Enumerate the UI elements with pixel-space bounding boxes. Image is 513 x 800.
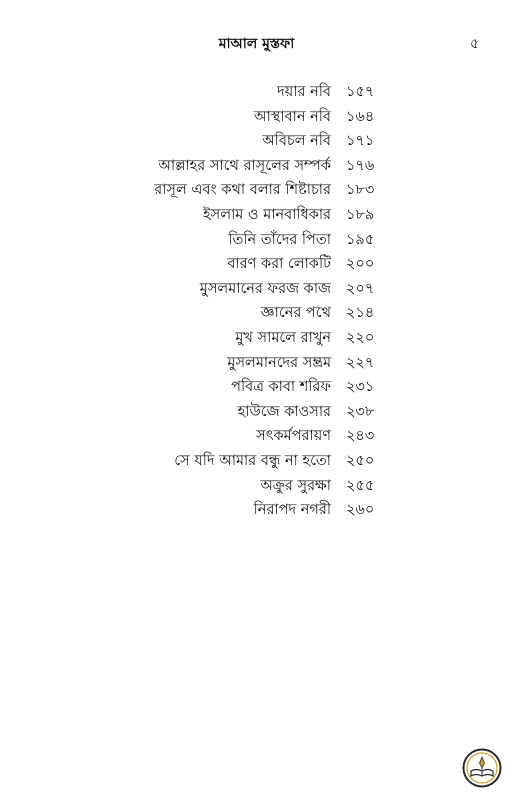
- toc-entry: [0, 472, 513, 497]
- toc-entry-title: রাসূল এবং কথা বলার শিষ্টাচার: [154, 182, 331, 199]
- toc-entry: [0, 250, 513, 275]
- toc-entry: [0, 127, 513, 152]
- toc-entry: [0, 152, 513, 177]
- toc-entry-title: মুসলমানের ফরজ কাজ: [199, 280, 331, 297]
- toc-entry: [0, 299, 513, 324]
- toc-entry-title: হাউজে কাওসার: [237, 403, 331, 420]
- toc-entry: [0, 422, 513, 447]
- toc-entry-title: দয়ার নবি: [277, 84, 331, 100]
- toc-entry-title: মুসলমানদের সম্ভ্রম: [227, 354, 331, 371]
- toc-entry: [0, 324, 513, 349]
- toc-entry-page: ২৩৮: [346, 403, 375, 420]
- toc-entry: [0, 226, 513, 251]
- book-emblem-icon: [462, 748, 502, 788]
- toc-entry-page: ২৫৫: [346, 477, 375, 494]
- toc-entry: [0, 496, 513, 521]
- toc-entry: [0, 349, 513, 374]
- toc-entry-page: ২৫০: [346, 452, 375, 469]
- book-title: মাআল মুস্তফা: [218, 36, 295, 52]
- toc-entry: [0, 103, 513, 128]
- page-number: ৫: [470, 36, 480, 52]
- toc-entry-title: অবিচল নবি: [262, 133, 331, 150]
- toc-entry-title: অক্রুর সুরক্ষা: [260, 477, 331, 494]
- toc-entry-page: ২২৭: [346, 354, 375, 371]
- toc-entry-page: ২০৭: [346, 280, 375, 297]
- toc-entry-title: তিনি তাঁদের পিতা: [228, 231, 331, 248]
- toc-entry-page: ১৬৪: [346, 108, 375, 125]
- toc-entry-title: সৎকর্মপরায়ণ: [256, 428, 331, 445]
- toc-entry: [0, 398, 513, 423]
- running-head: [0, 32, 513, 56]
- toc-entry-title: ইসলাম ও মানবাধিকার: [203, 206, 331, 223]
- toc-entry: [0, 447, 513, 472]
- toc-entry-title: আস্থাবান নবি: [253, 108, 331, 125]
- toc-entry-title: আল্লাহর সাথে রাসূলের সম্পর্ক: [158, 157, 331, 174]
- toc-entry-page: ১৫৭: [346, 84, 375, 100]
- toc-entry-title: নিরাপদ নগরী: [253, 502, 331, 519]
- toc-entry-title: জ্ঞানের পথে: [260, 305, 331, 322]
- toc-entry-page: ২৪৩: [346, 428, 375, 445]
- toc-entry-page: ২৬০: [346, 502, 375, 519]
- table-of-contents: [0, 78, 513, 521]
- toc-entry: [0, 78, 513, 103]
- toc-entry-page: ১৭৬: [346, 157, 375, 174]
- toc-entry-page: ২০০: [346, 256, 375, 273]
- toc-entry-page: ২১৪: [346, 305, 375, 322]
- toc-entry-title: পবিত্র কাবা শরিফ: [231, 379, 331, 396]
- toc-entry-page: ২৩১: [346, 379, 375, 396]
- toc-entry-page: ১৮৯: [346, 206, 375, 223]
- toc-entry-page: ২২০: [346, 329, 375, 346]
- toc-entry-title: বারণ করা লোকটি: [227, 256, 331, 273]
- toc-entry-page: ১৯৫: [346, 231, 375, 248]
- toc-entry-page: ১৮৩: [346, 182, 375, 199]
- toc-entry-page: ১৭১: [346, 133, 375, 150]
- toc-entry-title: সে যদি আমার বন্ধু না হতো: [174, 452, 331, 469]
- toc-entry: [0, 275, 513, 300]
- toc-entry: [0, 201, 513, 226]
- toc-entry: [0, 373, 513, 398]
- toc-entry-title: মুখ সামলে রাখুন: [235, 329, 331, 346]
- toc-entry: [0, 176, 513, 201]
